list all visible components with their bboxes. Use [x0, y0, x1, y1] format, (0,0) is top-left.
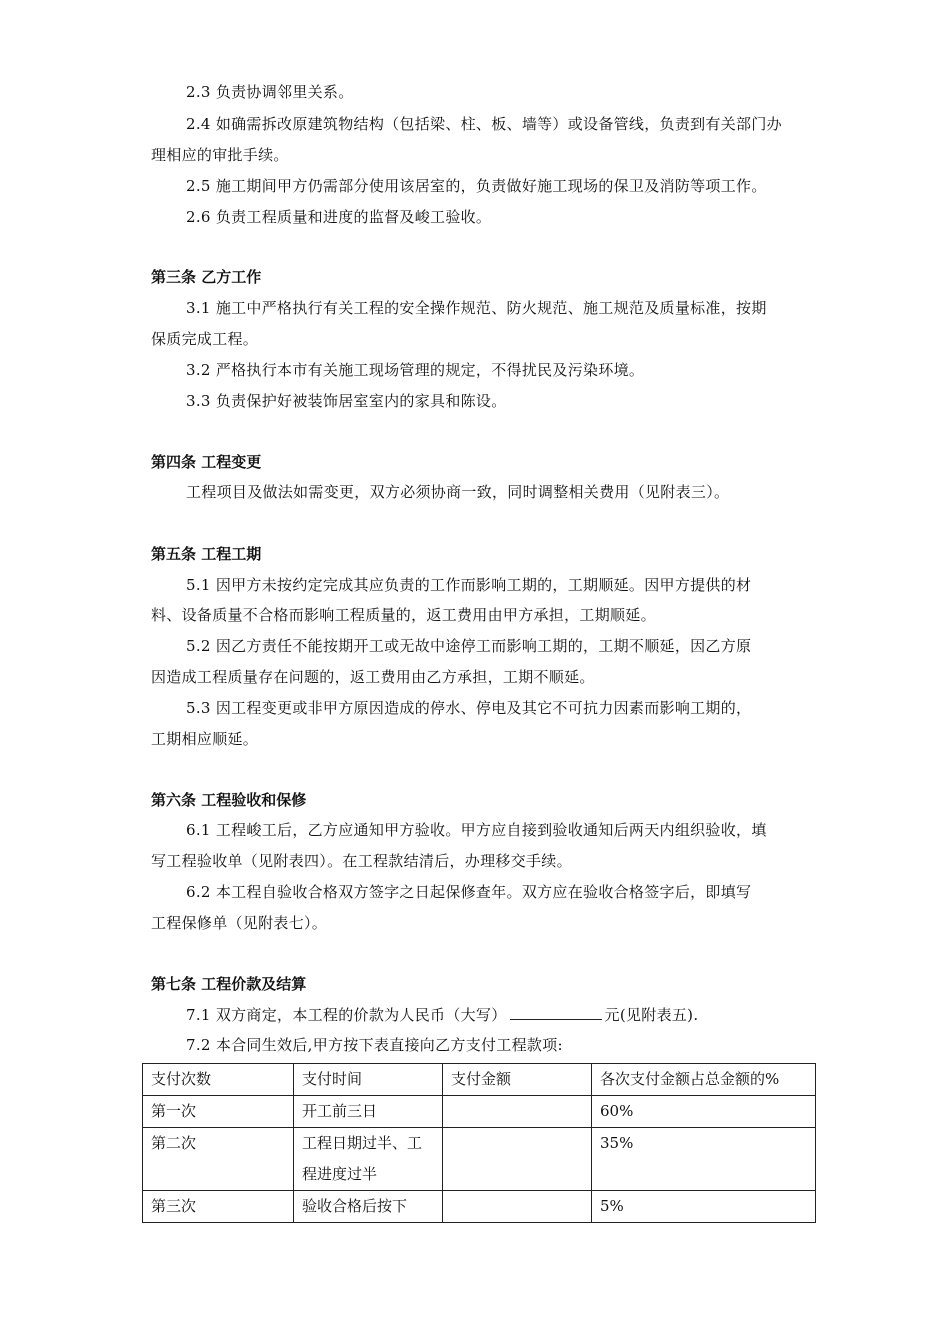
- table-row: [143, 1191, 816, 1223]
- clause-3-1-line2: 保质完成工程。: [151, 330, 259, 348]
- clause-2-3: 2.3 负责协调邻里关系。: [186, 83, 354, 101]
- payment-table: [142, 1063, 816, 1223]
- cell-count: 第一次: [143, 1096, 294, 1128]
- cell-time: [294, 1128, 443, 1191]
- table-header-row: [143, 1064, 816, 1096]
- cell-percent: 35%: [592, 1128, 816, 1191]
- clause-5-3-line1: 5.3 因工程变更或非甲方原因造成的停水、停电及其它不可抗力因素而影响工期的，: [186, 699, 752, 717]
- cell-amount[interactable]: [443, 1096, 592, 1128]
- clause-3-1-line1: 3.1 施工中严格执行有关工程的安全操作规范、防火规范、施工规范及质量标准，按期: [186, 299, 767, 317]
- clause-5-2-line2: 因造成工程质量存在问题的，返工费用由乙方承担，工期不顺延。: [151, 668, 595, 686]
- cell-time: 验收合格后按下: [294, 1191, 443, 1223]
- clause-2-4-line1: 2.4 如确需拆改原建筑物结构（包括梁、柱、板、墙等）或设备管线，负责到有关部门办: [186, 115, 782, 133]
- clause-6-1-line1: 6.1 工程峻工后，乙方应通知甲方验收。甲方应自接到验收通知后两天内组织验收，填: [186, 821, 767, 839]
- clause-6-2-line2: 工程保修单（见附表七）。: [151, 914, 328, 932]
- header-time: 支付时间: [294, 1064, 443, 1096]
- clause-6-2-line1: 6.2 本工程自验收合格双方签字之日起保修查年。双方应在验收合格签字后，即填写: [186, 883, 752, 901]
- clause-5-1-line2: 料、设备质量不合格而影响工程质量的，返工费用由甲方承担，工期顺延。: [151, 606, 656, 624]
- cell-percent: 60%: [592, 1096, 816, 1128]
- cell-percent: 5%: [592, 1191, 816, 1223]
- cell-count: 第二次: [143, 1128, 294, 1191]
- clause-3-3: 3.3 负责保护好被装饰居室室内的家具和陈设。: [186, 392, 507, 410]
- article-6-heading: 第六条 工程验收和保修: [151, 791, 307, 809]
- price-blank-field[interactable]: [510, 1005, 602, 1020]
- cell-time: 开工前三日: [294, 1096, 443, 1128]
- cell-time-line2: 程进度过半: [302, 1165, 378, 1183]
- clause-5-1-line1: 5.1 因甲方未按约定完成其应负责的工作而影响工期的，工期顺延。因甲方提供的材: [186, 576, 752, 594]
- clause-7-1-prefix: 7.1 双方商定，本工程的价款为人民币（大写）: [186, 1006, 507, 1024]
- header-count: 支付次数: [143, 1064, 294, 1096]
- clause-2-5: 2.5 施工期间甲方仍需部分使用该居室的，负责做好施工现场的保卫及消防等项工作。: [186, 177, 767, 195]
- clause-3-2: 3.2 严格执行本市有关施工现场管理的规定，不得扰民及污染环境。: [186, 361, 645, 379]
- cell-count: 第三次: [143, 1191, 294, 1223]
- cell-amount[interactable]: [443, 1191, 592, 1223]
- header-amount: 支付金额: [443, 1064, 592, 1096]
- article-3-heading: 第三条 乙方工作: [151, 268, 262, 286]
- clause-6-1-line2: 写工程验收单（见附表四）。在工程款结清后，办理移交手续。: [151, 852, 572, 870]
- clause-2-6: 2.6 负责工程质量和进度的监督及峻工验收。: [186, 208, 492, 226]
- article-7-heading: 第七条 工程价款及结算: [151, 975, 307, 993]
- clause-7-1: [186, 1005, 698, 1025]
- clause-2-4-line2: 理相应的审批手续。: [151, 146, 289, 164]
- table-row: [143, 1096, 816, 1128]
- article-4-heading: 第四条 工程变更: [151, 453, 262, 471]
- clause-5-2-line1: 5.2 因乙方责任不能按期开工或无故中途停工而影响工期的，工期不顺延，因乙方原: [186, 637, 752, 655]
- clause-7-1-suffix: 元(见附表五).: [604, 1006, 699, 1024]
- clause-5-3-line2: 工期相应顺延。: [151, 730, 259, 748]
- table-row: [143, 1128, 816, 1191]
- cell-amount[interactable]: [443, 1128, 592, 1191]
- clause-4: 工程项目及做法如需变更，双方必须协商一致，同时调整相关费用（见附表三）。: [186, 483, 730, 501]
- clause-7-2: 7.2 本合同生效后,甲方按下表直接向乙方支付工程款项:: [186, 1036, 563, 1054]
- header-percent: 各次支付金额占总金额的%: [592, 1064, 816, 1096]
- article-5-heading: 第五条 工程工期: [151, 545, 262, 563]
- cell-time-line1: 工程日期过半、工: [302, 1134, 423, 1152]
